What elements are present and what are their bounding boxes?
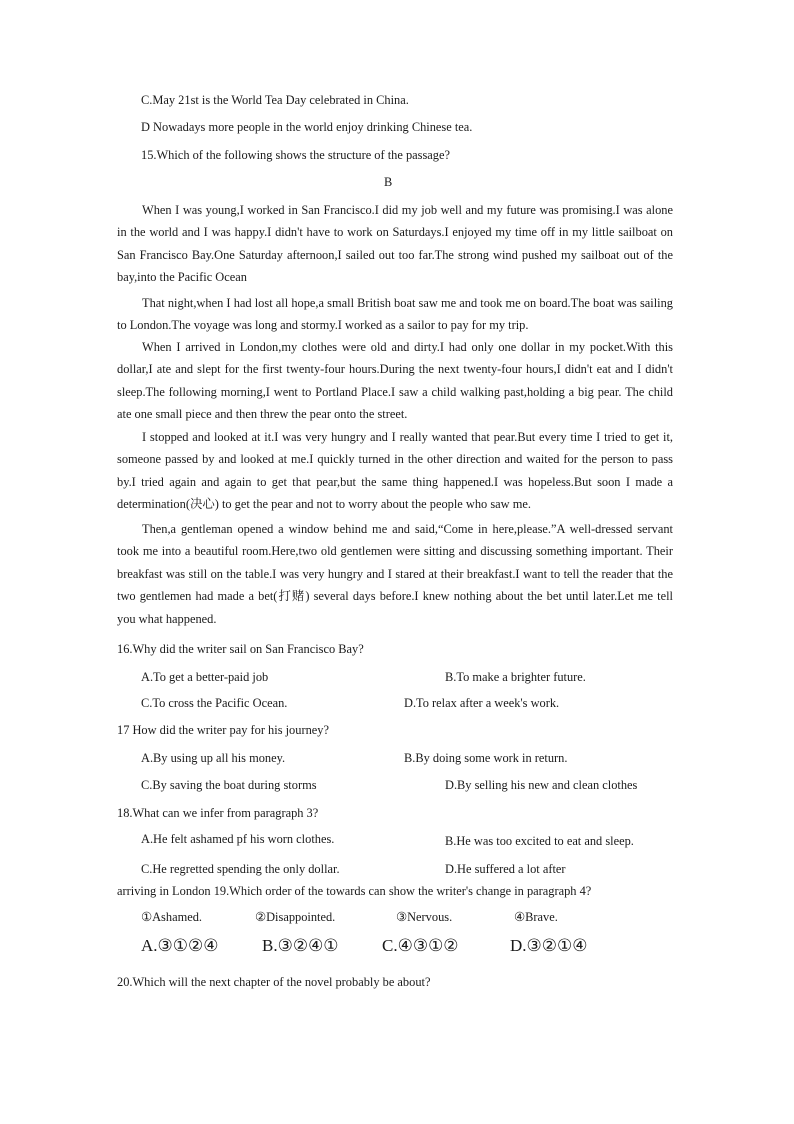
option-16c: C.To cross the Pacific Ocean.: [141, 696, 288, 710]
passage-paragraph-4: I stopped and looked at it.I was very hungry and I really wanted that pear.But every time I tried to get it, someone passed by and looked at me.I quickly turned in the other direction and waited for the person to pass by.I tried again and again to get that pear,but the same thing happened.I was hopeless.But soon I made a determination(决心) to get the pear and not to worry about the people who saw me.: [117, 430, 673, 512]
passage-paragraph-5: Then,a gentleman opened a window behind me and said,“Come in here,please.”A well-dressed servant took me into a beautiful room.Here,two old gentlemen were sitting and discussing something important. Their breakfast was still on the table.I was very hungry and I stared at their breakfast.I want to tell the reader that the two gentlemen had made a bet(打赌) several days before.I knew nothing about the bet until later.Let me tell you what happened.: [117, 522, 673, 626]
option-19d: D.③②①④: [510, 936, 588, 955]
option-16b: B.To make a brighter future.: [445, 670, 586, 684]
question-15: 15.Which of the following shows the structure of the passage?: [141, 148, 450, 162]
option-19a: A.③①②④: [141, 936, 219, 955]
question-17: 17 How did the writer pay for his journey?: [117, 723, 329, 737]
question-16: 16.Why did the writer sail on San Francisco Bay?: [117, 642, 364, 656]
passage-paragraph-1: When I was young,I worked in San Francisco.I did my job well and my future was promising.I was alone in the world and I was happy.I didn't have to work on Saturdays.I enjoyed my time off in my little sailboat on San Francisco Bay.One Saturday afternoon,I sailed out too far.The strong wind pushed my sailboat out of the bay,into the Pacific Ocean: [117, 203, 673, 285]
question-18: 18.What can we infer from paragraph 3?: [117, 806, 319, 820]
q19-word-1: ①Ashamed.: [141, 910, 203, 924]
option-19c: C.④③①②: [382, 936, 459, 955]
section-label: B: [384, 175, 393, 189]
option-18b: B.He was too excited to eat and sleep.: [445, 834, 634, 848]
option-18a: A.He felt ashamed pf his worn clothes.: [141, 832, 335, 846]
option-17d: D.By selling his new and clean clothes: [445, 778, 638, 792]
option-16a: A.To get a better-paid job: [141, 670, 269, 684]
q19-word-2: ②Disappointed.: [255, 910, 336, 924]
option-19b: B.③②④①: [262, 936, 339, 955]
option-17a: A.By using up all his money.: [141, 751, 286, 765]
q19-word-4: ④Brave.: [514, 910, 558, 924]
option-14c: C.May 21st is the World Tea Day celebrated in China.: [141, 93, 409, 107]
option-17b: B.By doing some work in return.: [404, 751, 568, 765]
option-17c: C.By saving the boat during storms: [141, 778, 317, 792]
passage-paragraph-3: When I arrived in London,my clothes were old and dirty.I had only one dollar in my pocket.With this dollar,I ate and slept for the first twenty-four hours.During the next twenty-four hours,I didn't eat and I didn't sleep.The following morning,I went to Portland Place.I saw a child walking past,holding a big pear. The child ate one small piece and then threw the pear onto the street.: [117, 340, 673, 422]
passage-paragraph-2: That night,when I had lost all hope,a small British boat saw me and took me on board.The boat was sailing to London.The voyage was long and stormy.I worked as a sailor to pay for my trip.: [117, 296, 673, 333]
option-14d: D Nowadays more people in the world enjoy drinking Chinese tea.: [141, 120, 473, 134]
option-18c: C.He regretted spending the only dollar.: [141, 862, 340, 876]
option-18d: D.He suffered a lot after: [445, 862, 566, 876]
option-16d: D.To relax after a week's work.: [404, 696, 560, 710]
question-20: 20.Which will the next chapter of the novel probably be about?: [117, 975, 431, 989]
question-19: arriving in London 19.Which order of the towards can show the writer's change in paragraph 4?: [117, 884, 592, 898]
q19-word-3: ③Nervous.: [396, 910, 453, 924]
